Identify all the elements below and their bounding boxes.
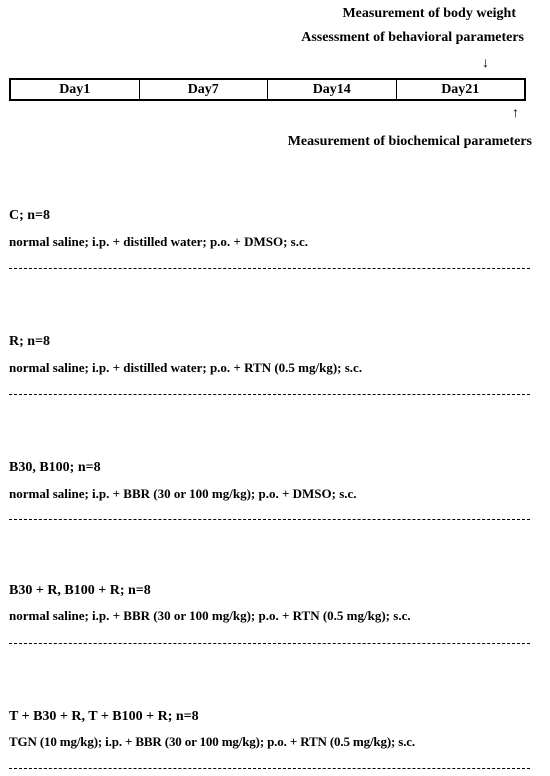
body-weight-label: Measurement of body weight	[342, 6, 516, 21]
group-divider	[9, 394, 530, 395]
group-description: normal saline; i.p. + BBR (30 or 100 mg/kg); p.o. + RTN (0.5 mg/kg); s.c.	[9, 608, 411, 623]
group-name: R; n=8	[9, 334, 51, 349]
group-divider	[9, 268, 530, 269]
biochemical-parameters-label: Measurement of biochemical parameters	[287, 134, 532, 149]
timeline-day-1: Day1	[11, 80, 140, 99]
group-name: B30, B100; n=8	[9, 460, 101, 475]
timeline-day-21: Day21	[441, 81, 480, 97]
group-description: normal saline; i.p. + distilled water; p.o. + DMSO; s.c.	[9, 234, 308, 249]
group-name: T + B30 + R, T + B100 + R; n=8	[9, 709, 199, 724]
group-name: C; n=8	[9, 208, 51, 223]
group-description: normal saline; i.p. + distilled water; p.o. + RTN (0.5 mg/kg); s.c.	[9, 360, 363, 375]
timeline-bar	[9, 78, 526, 101]
group-description: normal saline; i.p. + BBR (30 or 100 mg/kg); p.o. + DMSO; s.c.	[9, 486, 357, 501]
group-description: TGN (10 mg/kg); i.p. + BBR (30 or 100 mg/kg); p.o. + RTN (0.5 mg/kg); s.c.	[9, 734, 416, 749]
arrow-down-icon: ↓	[482, 56, 489, 71]
group-divider	[9, 643, 530, 644]
group-name: B30 + R, B100 + R; n=8	[9, 583, 151, 598]
behavioral-parameters-label: Assessment of behavioral parameters	[301, 30, 524, 45]
timeline-day-14: Day14	[268, 80, 397, 99]
arrow-up-icon: ↑	[512, 106, 519, 121]
timeline-day-7: Day7	[140, 80, 269, 99]
group-divider	[9, 768, 530, 769]
group-divider	[9, 519, 530, 520]
